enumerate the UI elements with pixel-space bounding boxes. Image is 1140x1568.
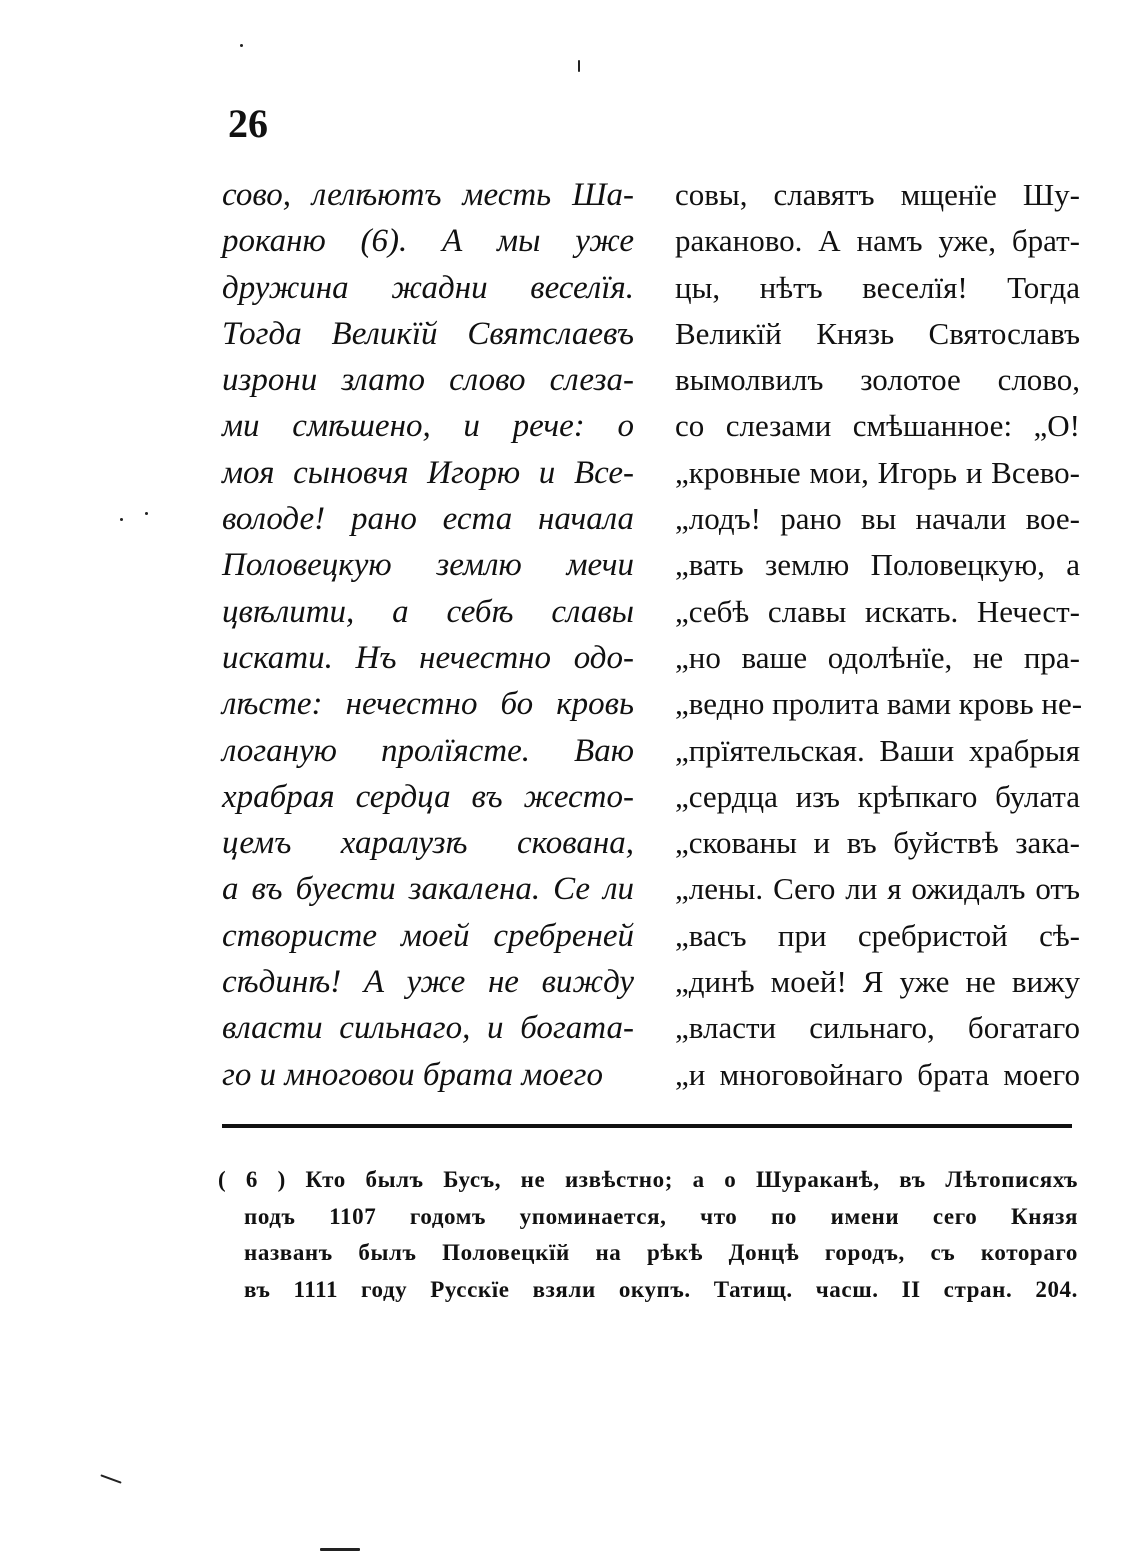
left-line: сово, лелѣютъ месть Ша- (222, 177, 634, 213)
left-line: моя сыновчя Игорю и Все- (222, 454, 634, 491)
right-line: цы, нѣтъ веселїя! Тогда (675, 269, 1080, 305)
scan-speck (240, 44, 243, 47)
left-line: цвѣлити, а себѣ славы (222, 593, 634, 630)
scan-speck (120, 518, 123, 521)
left-line: искати. Нъ нечестно одо- (222, 639, 634, 676)
right-line: „кровные мои, Игорь и Всево- (675, 454, 1080, 490)
left-line: го и многовои брата моего (222, 1056, 603, 1093)
footnote (218, 1162, 1078, 1308)
scan-speck (578, 60, 580, 72)
right-line: вымолвилъ золотое слово, (675, 362, 1080, 398)
footnote-line: названъ былъ Половецкїй на рѣкѣ Донцѣ городъ, съ котораго (244, 1240, 1078, 1265)
right-line: „власти сильнаго, богатаго (675, 1010, 1080, 1046)
left-line: власти сильнаго, и богата- (222, 1010, 634, 1047)
scan-speck (320, 1548, 360, 1551)
old-russian-text-column (222, 172, 634, 1098)
scan-speck (145, 512, 148, 515)
left-line: створисте моей сребреней (222, 917, 634, 954)
right-line: со слезами смѣшанное: „О! (675, 408, 1080, 444)
left-line: роканю (6). А мы уже (222, 223, 634, 260)
left-line: а въ буести закалена. Се ли (222, 871, 634, 908)
right-line: „и многовойнаго брата моего (675, 1056, 1080, 1092)
right-line: „лодъ! рано вы начали вое- (675, 501, 1080, 537)
left-line: дружина жадни веселїя. (222, 269, 634, 306)
footnote-line: подъ 1107 годомъ упоминается, что по имени сего Князя (244, 1203, 1078, 1229)
left-line: изрони злато слово слеза- (222, 362, 634, 399)
left-line: ми смѣшено, и рече: о (222, 408, 634, 445)
right-line: „ведно пролита вами кровь не- (675, 686, 1083, 722)
right-line: „прїятельская. Ваши храбрыя (675, 732, 1080, 768)
right-line: „вать землю Половецкую, а (675, 547, 1080, 583)
left-line: сѣдинѣ! А уже не вижду (222, 964, 634, 1001)
right-line: „динѣ моей! Я уже не вижу (675, 964, 1080, 1000)
left-line: цемъ харалузѣ скована, (222, 825, 634, 862)
right-line: „себѣ славы искать. Нечест- (675, 593, 1080, 629)
right-line: „лены. Сего ли я ожидалъ отъ (675, 871, 1080, 907)
footnote-line: ( 6 ) Кто былъ Бусъ, не извѣстно; а о Шураканѣ, въ Лѣтописяхъ (218, 1167, 1078, 1192)
left-line: Половецкую землю мечи (222, 547, 634, 584)
modern-translation-column (675, 172, 1083, 1098)
page-number: 26 (228, 101, 268, 146)
right-line: „васъ при сребристой сѣ- (675, 917, 1080, 953)
scan-speck (100, 1474, 121, 1483)
left-line: володе! рано еста начала (222, 501, 634, 538)
left-line: лѣсте: нечестно бо кровь (222, 686, 634, 723)
right-line: „сердца изъ крѣпкаго булата (675, 778, 1080, 814)
left-line: храбрая сердца въ жесто- (222, 778, 634, 815)
footnote-divider (222, 1124, 1072, 1128)
right-line: „но ваше одолѣнїе, не пра- (675, 639, 1080, 675)
right-line: Великїй Князь Святославъ (675, 315, 1080, 351)
left-line: логаную пролїясте. Ваю (222, 732, 634, 769)
right-line: „скованы и въ буйствѣ зака- (675, 825, 1080, 861)
right-line: раканово. А намъ уже, брат- (675, 223, 1080, 259)
right-line: совы, славятъ мщенїе Шу- (675, 177, 1080, 212)
left-line: Тогда Великїй Святслаевъ (222, 315, 634, 352)
footnote-line: въ 1111 году Русскїе взяли окупъ. Татищ. часш. II стран. 204. (244, 1276, 1078, 1302)
